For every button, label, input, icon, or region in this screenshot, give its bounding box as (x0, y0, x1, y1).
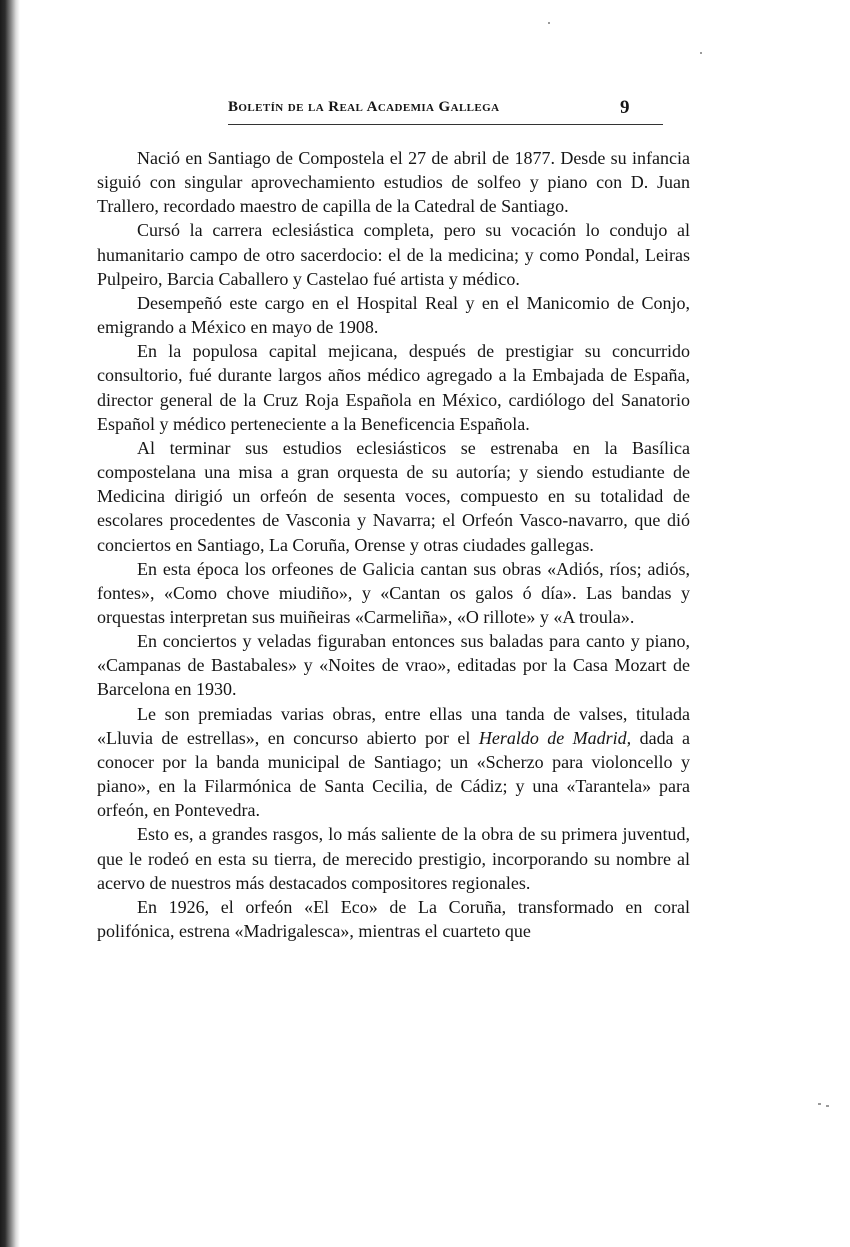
paragraph-1926: En 1926, el orfeón «El Eco» de La Coruña, transformado en coral polifónica, estrena «Madrigalesca», mientras el cuarteto que (97, 896, 690, 941)
scan-speck (818, 1103, 821, 1105)
scan-speck (548, 22, 550, 24)
paragraph-mexico: En la populosa capital mejicana, después de prestigiar su concurrido consultorio, fué durante largos años médico agregado a la Embajada de España, director general de la Cruz Roja Española en México, cardiólogo del Sanatorio Español y médico perteneciente a la Beneficencia Española. (97, 341, 690, 434)
awards-text-end: dada a conocer por la banda municipal de Santiago; un «Scherzo para violoncello y piano», en la Filarmónica de Santa Cecilia, de Cádiz; y una «Tarantela» para orfeón, en Pontevedra. (97, 727, 690, 821)
scan-speck (826, 1105, 829, 1107)
running-title: Boletín de la Real Academia Gallega (228, 99, 500, 115)
scan-speck (700, 52, 702, 54)
awards-text-start: Le son premiadas varias obras, entre ellas una tanda de valses, titulada «Lluvia de estrellas», en concurso abierto por el (97, 703, 690, 748)
paragraph-orfeon: Al terminar sus estudios eclesiásticos se estrenaba en la Basílica compostelana una misa a gran orquesta de su autoría; y siendo estudiante de Medicina dirigió un orfeón de sesenta voces, compuesto en su totalidad de escolares procedentes de Vasconia y Navarra; el Orfeón Vasco-navarro, que dió conciertos en Santiago, La Coruña, Orense y otras ciudades gallegas. (97, 437, 690, 555)
header-rule (228, 124, 663, 125)
paragraph-concerts: En conciertos y veladas figuraban entonces sus baladas para canto y piano, «Campanas de Bastabales» y «Noites de vrao», editadas por la Casa Mozart de Barcelona en 1930. (97, 631, 690, 700)
running-head (228, 99, 660, 125)
body-text (97, 146, 690, 943)
paragraph-awards (97, 702, 690, 823)
paragraph-career: Cursó la carrera eclesiástica completa, pero su vocación lo condujo al humanitario campo de otro sacerdocio: el de la medicina; y como Pondal, Leiras Pulpeiro, Barcia Caballero y Castelao fué artista y médico. (97, 220, 690, 289)
page-number: 9 (620, 97, 630, 118)
book-spine-shadow (0, 0, 20, 1247)
paragraph-works: En esta época los orfeones de Galicia cantan sus obras «Adiós, ríos; adiós, fontes», «Como chove miudiño», y «Cantan os galos ó día». Las bandas y orquestas interpretan sus muiñeiras «Carmeliña», «O rillote» y «A troula». (97, 558, 690, 627)
newspaper-title: Heraldo de Madrid, (478, 727, 632, 748)
paragraph-hospital: Desempeñó este cargo en el Hospital Real y en el Manicomio de Conjo, emigrando a México en mayo de 1908. (97, 292, 690, 338)
paragraph-summary: Esto es, a grandes rasgos, lo más saliente de la obra de su primera juventud, que le rodeó en esta su tierra, de merecido prestigio, incorporando su nombre al acervo de nuestros más destacados compositores regionales. (97, 824, 690, 893)
paragraph-birth: Nació en Santiago de Compostela el 27 de abril de 1877. Desde su infancia siguió con singular aprovechamiento estudios de solfeo y piano con D. Juan Trallero, recordado maestro de capilla de la Catedral de Santiago. (97, 148, 690, 217)
